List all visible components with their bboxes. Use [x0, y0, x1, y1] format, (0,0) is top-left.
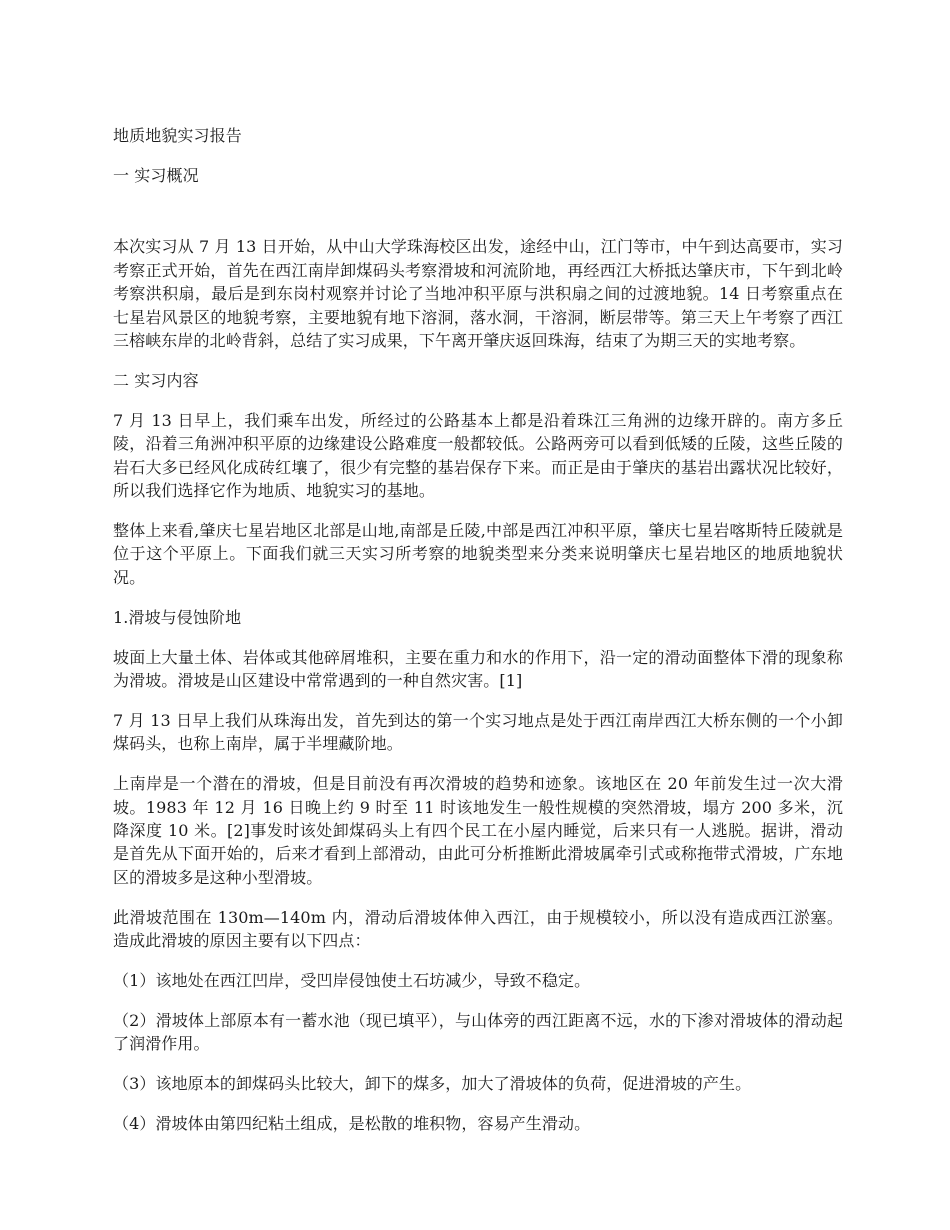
content-paragraph-route: 7 月 13 日早上，我们乘车出发，所经过的公路基本上都是沿着珠江三角洲的边缘开辟的。南方多丘陵，沿着三角洲冲积平原的边缘建设公路难度一般都较低。公路两旁可以看到低矮的丘陵，这些丘陵的岩石大多已经风化成砖红壤了，很少有完整的基岩保存下来。而正是由于肇庆的基岩出露状况比较好，所以我们选择它作为地质、地貌实习的基地。	[113, 410, 843, 500]
section-heading-content: 二 实习内容	[113, 370, 199, 390]
content-paragraph-region: 整体上来看,肇庆七星岩地区北部是山地,南部是丘陵,中部是西江冲积平原，肇庆七星岩喀斯特丘陵就是位于这个平原上。下面我们就三天实习所考察的地貌类型来分类来说明肇庆七星岩地区的地质地貌状况。	[113, 520, 843, 587]
cause-item-4: （4）滑坡体由第四纪粘土组成，是松散的堆积物，容易产生滑动。	[113, 1114, 591, 1134]
document-title: 地质地貌实习报告	[113, 126, 242, 145]
cause-item-1: （1）该地处在西江凹岸，受凹岸侵蚀使土石坊减少，导致不稳定。	[113, 970, 591, 990]
overview-paragraph: 本次实习从 7 月 13 日开始，从中山大学珠海校区出发，途经中山，江门等市，中午到达高要市，实习考察正式开始，首先在西江南岸卸煤码头考察滑坡和河流阶地，再经西江大桥抵达肇庆市，下午到北岭考察洪积扇，最后是到东岗村观察并讨论了当地冲积平原与洪积扇之间的过渡地貌。14 日考察重点在七星岩风景区的地貌考察，主要地貌有地下溶洞，落水洞，干溶洞，断层带等。第三天上午考察了西江三榕峡东岸的北岭背斜，总结了实习成果，下午离开肇庆返回珠海，结束了为期三天的实地考察。	[113, 237, 843, 350]
landslide-definition-paragraph: 坡面上大量土体、岩体或其他碎屑堆积，主要在重力和水的作用下，沿一定的滑动面整体下滑的现象称为滑坡。滑坡是山区建设中常常遇到的一种自然灾害。[1]	[113, 647, 843, 690]
landslide-scope-paragraph: 此滑坡范围在 130m—140m 内，滑动后滑坡体伸入西江，由于规模较小，所以没有造成西江淤塞。造成此滑坡的原因主要有以下四点：	[113, 907, 843, 951]
landslide-history-paragraph: 上南岸是一个潜在的滑坡，但是目前没有再次滑坡的趋势和迹象。该地区在 20 年前发生过一次大滑坡。1983 年 12 月 16 日晚上约 9 时至 11 时该地发生一般性规模的突然滑坡，塌方 200 多米，沉降深度 10 米。[2]事发时该处卸煤码头上有四个民工在小屋内睡觉，后来只有一人逃脱。据讲，滑动是首先从下面开始的，后来才看到上部滑动，由此可分析推断此滑坡属牵引式或称拖带式滑坡，广东地区的滑坡多是这种小型滑坡。	[113, 774, 843, 887]
cause-item-3: （3）该地原本的卸煤码头比较大，卸下的煤多，加大了滑坡体的负荷，促进滑坡的产生。	[113, 1074, 752, 1094]
cause-item-2: （2）滑坡体上部原本有一蓄水池（现已填平），与山体旁的西江距离不远，水的下渗对滑坡体的滑动起了润滑作用。	[113, 1010, 843, 1054]
document-body	[113, 124, 843, 1136]
section-heading-overview: 一 实习概况	[113, 165, 199, 185]
landslide-site-paragraph: 7 月 13 日早上我们从珠海出发，首先到达的第一个实习地点是处于西江南岸西江大桥东侧的一个小卸煤码头，也称上南岸，属于半埋藏阶地。	[113, 710, 843, 754]
subsection-heading-landslide: 1.滑坡与侵蚀阶地	[113, 607, 242, 627]
